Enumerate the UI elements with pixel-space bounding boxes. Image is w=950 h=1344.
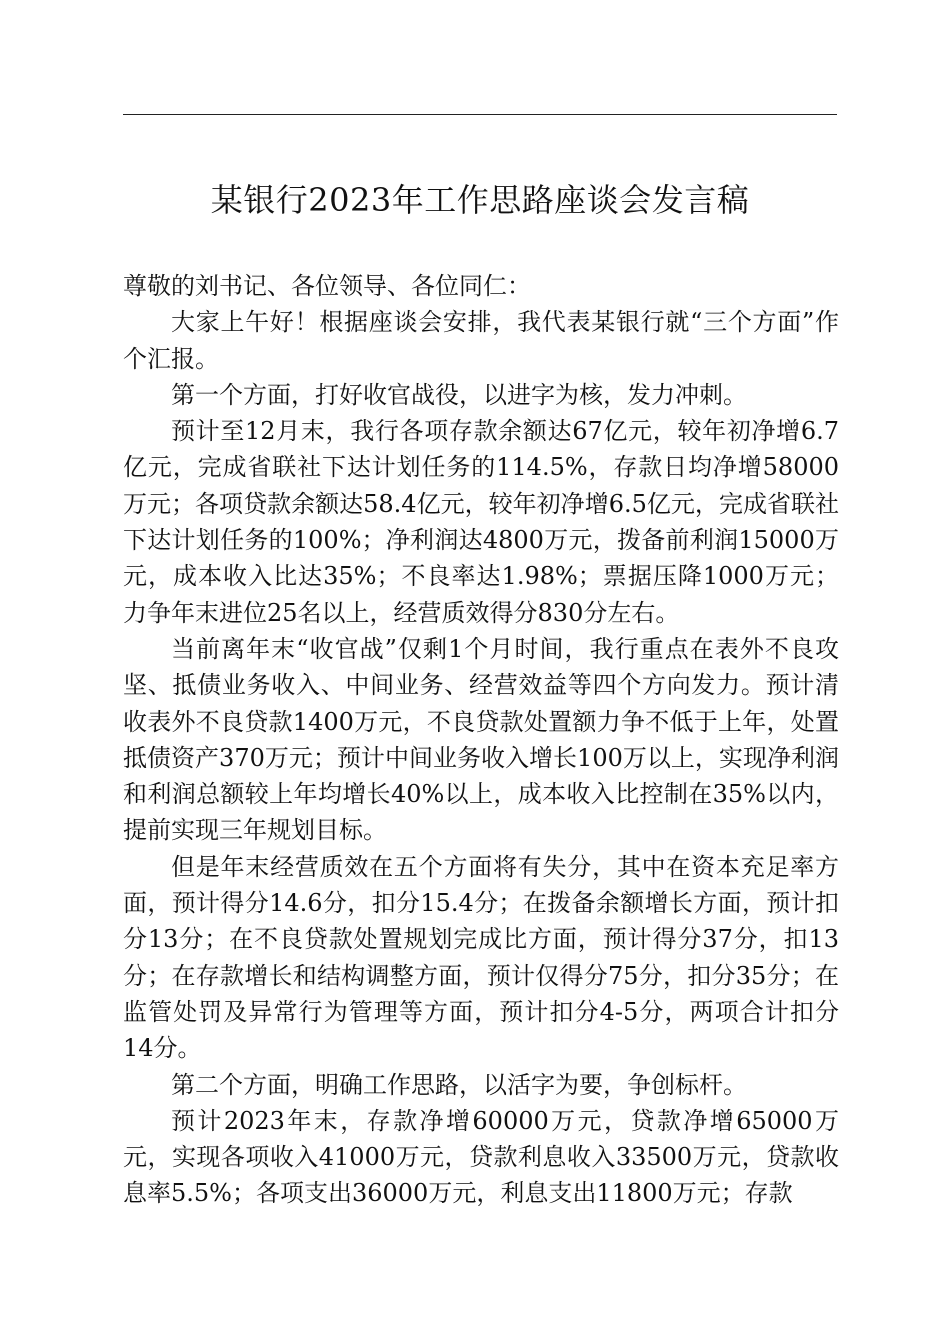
document-title: 某银行2023年工作思路座谈会发言稿: [210, 181, 750, 219]
section-heading-1: 第一个方面，打好收官战役，以进字为核，发力冲刺。: [171, 380, 747, 409]
body-paragraph: 当前离年末“收官战”仅剩1个月时间，我行重点在表外不良攻坚、抵债业务收入、中间业务、经营效益等四个方向发力。预计清收表外不良贷款1400万元，不良贷款处置额力争不低于上年，处置抵债资产370万元；预计中间业务收入增长100万以上，实现净利润和利润总额较上年均增长40%以上，成本收入比控制在35%以内，提前实现三年规划目标。: [123, 634, 839, 845]
body-paragraph: 但是年末经营质效在五个方面将有失分，其中在资本充足率方面，预计得分14.6分，扣分15.4分；在拨备余额增长方面，预计扣分13分；在不良贷款处置规划完成比方面，预计得分37分，扣13分；在存款增长和结构调整方面，预计仅得分75分，扣分35分；在监管处罚及异常行为管理等方面，预计扣分4-5分，两项合计扣分14分。: [123, 852, 839, 1063]
intro-paragraph: 大家上午好！根据座谈会安排，我代表某银行就“三个方面”作个汇报。: [123, 308, 839, 373]
body-paragraph: 预计至12月末，我行各项存款余额达67亿元，较年初净增6.7亿元，完成省联社下达计划任务的114.5%，存款日均净增58000万元；各项贷款余额达58.4亿元，较年初净增6.5亿元，完成省联社下达计划任务的100%；净利润达4800万元，拨备前利润15000万元，成本收入比达35%；不良率达1.98%；票据压降1000万元；力争年末进位25名以上，经营质效得分830分左右。: [123, 417, 839, 627]
document-body: [123, 268, 839, 1212]
body-paragraph: 预计2023年末，存款净增60000万元，贷款净增65000万元，实现各项收入41000万元，贷款利息收入33500万元，贷款收息率5.5%；各项支出36000万元，利息支出11800万元；存款: [123, 1106, 839, 1208]
section-heading-2: 第二个方面，明确工作思路，以活字为要，争创标杆。: [171, 1070, 747, 1099]
greeting-paragraph: 尊敬的刘书记、各位领导、各位同仁：: [123, 272, 531, 300]
header-rule: [123, 114, 837, 115]
